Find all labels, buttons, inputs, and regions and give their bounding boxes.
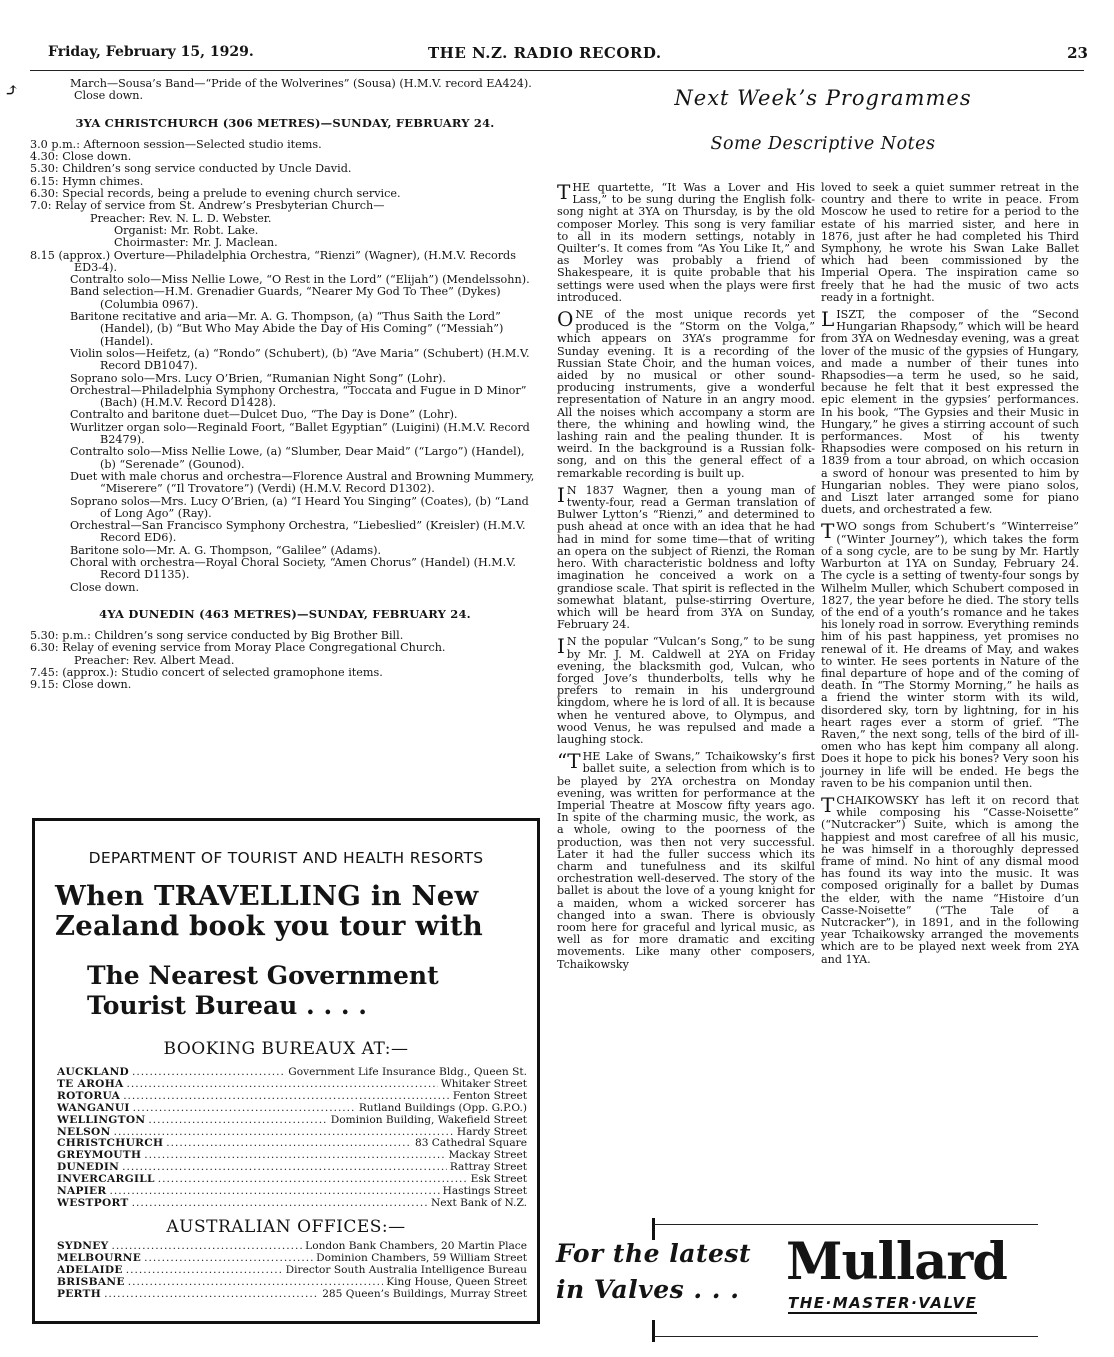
- bureau-address: 83 Cathedral Square: [414, 1138, 527, 1150]
- booking-bureaux-heading: BOOKING BUREAUX AT:—: [163, 1039, 409, 1059]
- note-paragraph: [557, 482, 815, 632]
- bureau-city: TE AROHA: [57, 1078, 124, 1090]
- bureau-address: Rattray Street: [449, 1162, 527, 1174]
- office-city: BRISBANE: [57, 1276, 125, 1288]
- bureau-city: AUCKLAND: [57, 1067, 130, 1078]
- advert-headline: [55, 881, 483, 941]
- bureau-address: Next Bank of N.Z.: [430, 1197, 527, 1209]
- bureau-row: [57, 1138, 527, 1150]
- note-paragraph: [557, 636, 815, 746]
- concert-item: Baritone solo—Mr. A. G. Thompson, “Galilee” (Adams).: [70, 543, 382, 557]
- section-heading-3ya: 3YA CHRISTCHURCH (306 METRES)—SUNDAY, FEBRUARY 24.: [75, 115, 495, 130]
- bureau-address: Government Life Insurance Bldg., Queen St.: [288, 1067, 527, 1078]
- service-staff: Preacher: Rev. N. L. D. Webster.: [90, 211, 272, 225]
- note-text: NE of the most unique records yet produced is the “Storm on the Volga,” which appears on 3YA’s programme for Sunday evening. It is a recording of the Russian State Choir, and the human voices, aided by no musical or other sound-producing instruments, give a wonderful representation of Nature in an angry mood. All the noises which accompany a storm are there, the whining and howling wind, the lashing rain and the pealing thunder. It is weird. In the background is a Russian folk-song, and on this the general effect of a remarkable recording is built up.: [557, 308, 815, 480]
- note-paragraph: [821, 521, 1079, 789]
- bureau-row: [57, 1186, 527, 1198]
- schedule-entry: 6.30: Relay of evening service from Moray Place Congregational Church.: [30, 641, 446, 655]
- bureau-address: Hardy Street: [456, 1126, 527, 1138]
- bureau-address: Esk Street: [470, 1174, 527, 1186]
- slogan-line: For the latest: [556, 1239, 752, 1268]
- concert-item: Orchestral—San Francisco Symphony Orchestra, “Liebeslied” (Kreisler) (H.M.V. Record ED6).: [70, 519, 526, 545]
- concert-item: Violin solos—Heifetz, (a) “Rondo” (Schubert), (b) “Ave Maria” (Schubert) (H.M.V. Record DB1047).: [70, 346, 530, 373]
- concert-item: Band selection—H.M. Grenadier Guards, “Nearer My God To Thee” (Dykes) (Columbia 0967).: [70, 285, 501, 311]
- booking-bureaux-list: [57, 1067, 527, 1210]
- advert-bureau-name: [87, 961, 439, 1021]
- bureau-row: [57, 1174, 527, 1186]
- concert-item: Contralto solo—Miss Nellie Lowe, “O Rest in the Lord” (“Elijah”) (Mendelssohn).: [70, 273, 530, 287]
- bureau-row: [57, 1091, 527, 1103]
- bureau-row: [57, 1115, 527, 1127]
- publication-title: THE N.Z. RADIO RECORD.: [428, 44, 662, 62]
- schedule-entry: 3.0 p.m.: Afternoon session—Selected studio items.: [30, 137, 322, 151]
- office-address: 285 Queen’s Buildings, Murray Street: [322, 1288, 527, 1300]
- bureau-row: [57, 1079, 527, 1091]
- advert-headline-line: When TRAVELLING in New: [55, 880, 479, 912]
- mullard-slogan: [556, 1236, 751, 1308]
- tourist-bureau-advert: [32, 818, 540, 1324]
- concert-item: Soprano solo—Mrs. Lucy O’Brien, “Rumanian Night Song” (Lohr).: [70, 371, 446, 385]
- bureau-row: [57, 1127, 527, 1139]
- service-staff: Choirmaster: Mr. J. Maclean.: [114, 236, 278, 250]
- schedule-entry: 7.45: (approx.): Studio concert of selected gramophone items.: [30, 666, 383, 680]
- notes-column-1: [557, 182, 815, 976]
- note-text: HE quartette, “It Was a Lover and His Lass,” to be sung during the English folk-song night at 3YA on Thursday, is by the old composer Morley. This song is very familiar to all in its modern settings, notably in Quilter’s. It comes from “As You Like It,” and as Morley was probably a friend of Shakespeare, it is quite probable that his settings were used when the plays were first introduced.: [557, 181, 815, 304]
- concert-item: Orchestral—Philadelphia Symphony Orchestra, “Toccata and Fugue in D Minor” (Bach) (H.M.V. Record D1428).: [70, 383, 527, 410]
- note-paragraph: [557, 309, 815, 480]
- concert-item: Close down.: [70, 580, 140, 594]
- drop-cap: T: [557, 180, 571, 204]
- page-header: [48, 36, 1092, 64]
- left-column-programme: [30, 78, 540, 692]
- advert-bureau-line: The Nearest Government: [87, 961, 439, 990]
- concert-item: Baritone recitative and aria—Mr. A. G. Thompson, (a) “Thus Saith the Lord” (Handel), (b) “But Who May Abide the Day of His Coming” (“Messiah”) (Handel).: [70, 310, 504, 348]
- article-subtitle: Some Descriptive Notes: [710, 134, 936, 154]
- office-address: Dominion Chambers, 59 William Street: [316, 1252, 527, 1264]
- concert-item: 8.15 (approx.) Overture—Philadelphia Orchestra, “Rienzi” (Wagner), (H.M.V. Records ED3-4).: [30, 248, 516, 274]
- slogan-line: in Valves . . .: [556, 1275, 740, 1304]
- drop-cap: T: [821, 792, 835, 817]
- schedule-entry: 4.30: Close down.: [30, 150, 132, 164]
- concert-item: Wurlitzer organ solo—Reginald Foort, “Ballet Egyptian” (Luigini) (H.M.V. Record B2479).: [70, 420, 530, 447]
- ad-bottom-rule: [654, 1336, 1038, 1337]
- office-address: Director South Australia Intelligence Bureau: [285, 1264, 527, 1276]
- bureau-address: Fenton Street: [452, 1090, 527, 1102]
- schedule-entry: 9.15: Close down.: [30, 678, 132, 692]
- mullard-tagline: THE·MASTER·VALVE: [788, 1294, 978, 1312]
- australian-offices-list: [57, 1241, 527, 1301]
- office-row: [57, 1253, 527, 1265]
- schedule-entry: 7.0: Relay of service from St. Andrew’s Presbyterian Church—: [30, 199, 385, 213]
- note-paragraph: [821, 309, 1079, 516]
- mullard-logo: Mullard: [786, 1232, 1007, 1292]
- office-row: [57, 1265, 527, 1277]
- note-paragraph: [557, 751, 815, 971]
- bureau-city: WESTPORT: [57, 1197, 129, 1209]
- bureau-city: ROTORUA: [57, 1090, 121, 1102]
- schedule-entry: 6.30: Special records, being a prelude to evening church service.: [30, 187, 401, 201]
- bureau-city: DUNEDIN: [57, 1162, 120, 1174]
- bureau-address: Whitaker Street: [440, 1078, 527, 1090]
- service-staff: Preacher: Rev. Albert Mead.: [74, 653, 235, 667]
- bureau-city: NAPIER: [57, 1186, 107, 1198]
- office-row: [57, 1289, 527, 1301]
- drop-cap: I: [557, 634, 565, 659]
- programme-item: March—Sousa’s Band—“Pride of the Wolverines” (Sousa) (H.M.V. record EA424).: [70, 77, 532, 90]
- schedule-entry: 6.15: Hymn chimes.: [30, 174, 144, 188]
- section-heading-4ya: 4YA DUNEDIN (463 METRES)—SUNDAY, FEBRUARY 24.: [99, 606, 471, 621]
- office-address: London Bank Chambers, 20 Martin Place: [305, 1241, 527, 1252]
- notes-column-2: [821, 182, 1079, 971]
- office-city: SYDNEY: [57, 1241, 109, 1252]
- bureau-city: NELSON: [57, 1126, 111, 1138]
- concert-item: Duet with male chorus and orchestra—Florence Austral and Browning Mummery, “Miserere” (“Il Trovatore”) (Verdi) (H.M.V. Record D1302).: [70, 469, 535, 496]
- note-paragraph: [557, 182, 815, 304]
- bureau-row: [57, 1103, 527, 1115]
- ad-top-rule: [654, 1224, 1038, 1225]
- office-city: ADELAIDE: [57, 1264, 123, 1276]
- drop-cap: L: [821, 307, 835, 332]
- bureau-row: [57, 1067, 527, 1079]
- bureau-city: WANGANUI: [57, 1102, 130, 1114]
- note-text: CHAIKOWSKY has left it on record that while composing his “Casse-Noisette” (“Nutcracker”) Suite, which is among the happiest and most carefree of all his music, he was himself in a thoroughly depressed frame of mind. No hint of any dismal mood has found its way into the music. It was composed originally for a ballet by Dumas the elder, with the name “Histoire d’un Casse-Noisette” (“The Tale of a Nutcracker”), in 1891, and in the following year Tchaikowsky arranged the movements which are to be played next week from 2YA and 1YA.: [821, 793, 1079, 966]
- office-row: [57, 1241, 527, 1253]
- office-address: King House, Queen Street: [386, 1276, 527, 1288]
- office-city: MELBOURNE: [57, 1252, 142, 1264]
- advert-department: DEPARTMENT OF TOURIST AND HEALTH RESORTS: [88, 849, 484, 867]
- header-rule: [30, 70, 1084, 71]
- page-number: 23: [1067, 44, 1088, 62]
- issue-date: Friday, February 15, 1929.: [48, 44, 254, 60]
- drop-cap: T: [821, 519, 835, 544]
- bureau-address: Rutland Buildings (Opp. G.P.O.): [358, 1102, 527, 1114]
- office-row: [57, 1277, 527, 1289]
- bureau-address: Hastings Street: [442, 1186, 527, 1198]
- note-text: N 1837 Wagner, then a young man of twenty-four, read a German translation of Bulwer Lytton’s “Rienzi,” and determined to push ahead at once with an idea that he had had in mind for some time—that of writing an opera on the subject of Rienzi, the Roman hero. With characteristic boldness and lofty imagination he conceived a work on a grandiose scale. That spirit is reflected in the somewhat blatant, pulse-stirring Overture, which will be heard from 3YA on Sunday, February 24.: [557, 483, 815, 632]
- concert-item: Soprano solos—Mrs. Lucy O’Brien, (a) “I Heard You Singing” (Coates), (b) “Land of Long Ago” (Ray).: [70, 494, 529, 520]
- service-staff: Organist: Mr. Robt. Lake.: [114, 223, 259, 237]
- bureau-address: Dominion Building, Wakefield Street: [330, 1114, 527, 1126]
- schedule-entry: 5.30: Children’s song service conducted by Uncle David.: [30, 162, 352, 176]
- margin-pencil-mark: ⤴: [4, 80, 20, 101]
- bureau-city: GREYMOUTH: [57, 1150, 142, 1162]
- mullard-advert: [548, 1212, 1088, 1342]
- note-text: loved to seek a quiet summer retreat in the country and there to write in peace. From Moscow he used to retire for a period to the estate of his married sister, and here in 1876, just after he had completed his Third Symphony, he wrote his Swan Lake Ballet which had been commissioned by the Imperial Opera. The inspiration came so freely that he had the music of two acts ready in a fortnight.: [821, 181, 1079, 304]
- schedule-entry: 5.30: p.m.: Children’s song service conducted by Big Brother Bill.: [30, 629, 404, 643]
- bureau-city: CHRISTCHURCH: [57, 1138, 164, 1150]
- drop-cap: O: [557, 307, 574, 332]
- note-text: WO songs from Schubert’s “Winterreise” (“Winter Journey”), which takes the form of a song cycle, are to be sung by Mr. Hartly Warburton at 1YA on Sunday, February 24. The cycle is a setting of twenty-four songs by Wilhelm Muller, which Schubert composed in 1827, the year before he died. The story tells of the end of a youth’s romance and he takes his lonely road in sorrow. Everything reminds him of his past happiness, yet promises no renewal of it. He dreams of May, and wakes to winter. He sees portents in Nature of the final departure of hope and of the coming of death. In “The Stormy Morning,” he hails as a friend the winter storm with its wild, disordered sky, torn by lightning, for in his heart rages ever a storm of grief. “The Raven,” the next song, tells of the bird of ill-omen who has kept him company all along. Does it hope to pick his bones? Very soon his journey in life will be ended. He begs the raven to be his companion until then.: [821, 520, 1079, 790]
- office-city: PERTH: [57, 1288, 102, 1300]
- concert-item: Contralto and baritone duet—Dulcet Duo, “The Day is Done” (Lohr).: [70, 408, 458, 422]
- bureau-row: [57, 1162, 527, 1174]
- bureau-city: INVERCARGILL: [57, 1174, 155, 1186]
- bureau-address: Mackay Street: [448, 1150, 527, 1162]
- drop-cap: I: [557, 482, 565, 507]
- note-text: ISZT, the composer of the “Second Hungarian Rhapsody,” which will be heard from 3YA on Wednesday evening, was a great lover of the music of the gypsies of Hungary, and made a number of their tunes into Rhapsodies—a term he used, so he said, because he felt that it best expressed the epic element in the gypsies’ performances. In his book, “The Gypsies and their Music in Hungary,” he gives a stirring account of such performances. Most of his twenty Rhapsodies were composed on his return in 1839 from a tour abroad, on which occasion a sword of honour was presented to him by Hungarian nobles. They were piano solos, and Liszt later arranged some for piano duets, and orchestrated a few.: [821, 308, 1079, 517]
- note-paragraph: [821, 792, 1079, 966]
- programme-item: Close down.: [74, 89, 144, 103]
- note-paragraph: [821, 182, 1079, 304]
- ad-border-mark: [652, 1320, 655, 1342]
- advert-bureau-line: Tourist Bureau . . . .: [87, 991, 367, 1020]
- concert-item: Choral with orchestra—Royal Choral Society, “Amen Chorus” (Handel) (H.M.V. Record D1135).: [70, 555, 516, 582]
- bureau-row: [57, 1198, 527, 1210]
- advert-headline-line: Zealand book you tour with: [55, 910, 483, 942]
- note-text: HE Lake of Swans,” Tchaikowsky’s first ballet suite, a selection from which is to be played by 2YA orchestra on Monday evening, was written for performance at the Imperial Theatre at Moscow fifty years ago. In spite of the charming music, the work, as a whole, owing to the poorness of the production, was then not very successful. Later it had the fuller success which its charm and tunefulness and its skilful orchestration well-deserved. The story of the ballet is about the love of a young knight for a maiden, whom a wicked sorcerer has changed into a swan. There is obviously room here for graceful and lyrical music, as well as for more dramatic and exciting movements. Like many other composers, Tchaikowsky: [557, 750, 815, 971]
- drop-cap: “T: [557, 749, 581, 774]
- note-text: N the popular “Vulcan’s Song,” to be sung by Mr. J. M. Caldwell at 2YA on Friday evening, the blacksmith god, Vulcan, who forged Jove’s thunderbolts, tells why he prefers to remain in his underground kingdom, where he is lord of all. It is because when he ventured above, to Olympus, and wood Venus, he was repulsed and made a laughing stock.: [557, 635, 815, 746]
- article-title: Next Week’s Programmes: [674, 86, 972, 110]
- bureau-city: WELLINGTON: [57, 1114, 146, 1126]
- australian-offices-heading: AUSTRALIAN OFFICES:—: [166, 1217, 406, 1237]
- bureau-row: [57, 1150, 527, 1162]
- concert-item: Contralto solo—Miss Nellie Lowe, (a) “Slumber, Dear Maid” (“Largo”) (Handel), (b) “Serenade” (Gounod).: [70, 445, 525, 471]
